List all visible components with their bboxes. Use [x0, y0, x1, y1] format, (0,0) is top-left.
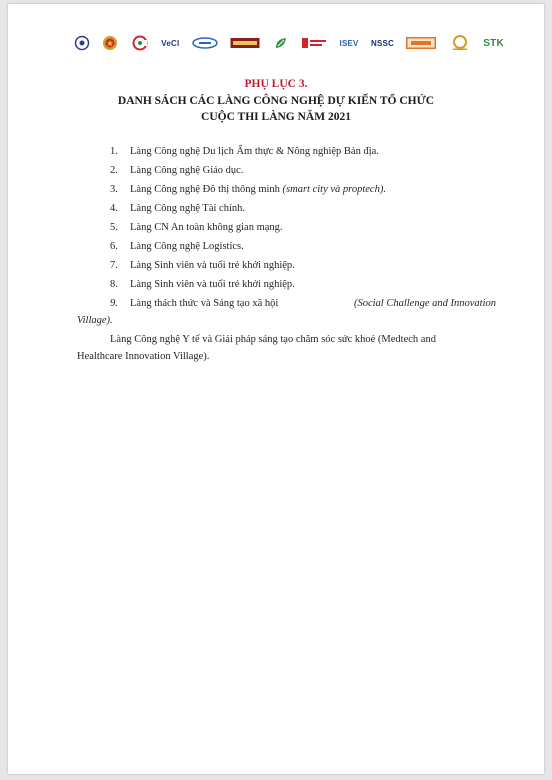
document-page	[8, 4, 544, 774]
paragraph-line-2: Healthcare Innovation Village).	[77, 351, 210, 362]
isev-logo: ISEV	[339, 38, 359, 48]
red-text-logo	[301, 34, 327, 52]
list-item-9: 9. Làng thách thức và Sáng tạo xã hội (Social Challenge and Innovation	[110, 298, 496, 309]
list-item: 1. Làng Công nghệ Du lịch Ẩm thực & Nông nghiệp Bản địa.	[110, 146, 379, 157]
document-title-line-2: CUỘC THI LÀNG NĂM 2021	[201, 111, 351, 123]
list-item: 2. Làng Công nghệ Giáo dục.	[110, 165, 244, 176]
orange-box-logo	[406, 34, 436, 52]
star-seal-logo	[102, 34, 118, 52]
list-item-9-continuation: Village).	[77, 315, 113, 326]
list-item: 7. Làng Sinh viên và tuổi trẻ khởi nghiệp.	[110, 260, 295, 271]
list-item: 4. Làng Công nghệ Tài chính.	[110, 203, 245, 214]
c-logo	[131, 34, 149, 52]
oval-logo	[192, 34, 218, 52]
emblem-logo	[74, 34, 90, 52]
list-item: 3. Làng Công nghệ Đô thị thông minh (smart city và proptech).	[110, 184, 386, 195]
partner-logos-bar	[74, 30, 504, 56]
document-title-line-1: DANH SÁCH CÁC LÀNG CÔNG NGHỆ DỰ KIẾN TỔ CHỨC	[117, 95, 435, 107]
list-item: 6. Làng Công nghệ Logistics.	[110, 241, 244, 252]
red-box-logo	[230, 34, 260, 52]
leaf-logo	[273, 34, 289, 52]
nssc-logo: NSSC	[370, 38, 395, 48]
paragraph-line-1: Làng Công nghệ Y tế và Giải pháp sáng tạo chăm sóc sức khoẻ (Medtech and	[110, 334, 436, 345]
ring-logo	[449, 34, 471, 52]
list-item: 8. Làng Sinh viên và tuổi trẻ khởi nghiệp.	[110, 279, 295, 290]
appendix-title: PHỤ LỤC 3.	[244, 78, 308, 90]
list-item: 5. Làng CN An toàn không gian mạng.	[110, 222, 283, 233]
stk-logo: STK	[483, 37, 504, 49]
veci-logo: VeCI	[161, 38, 180, 48]
